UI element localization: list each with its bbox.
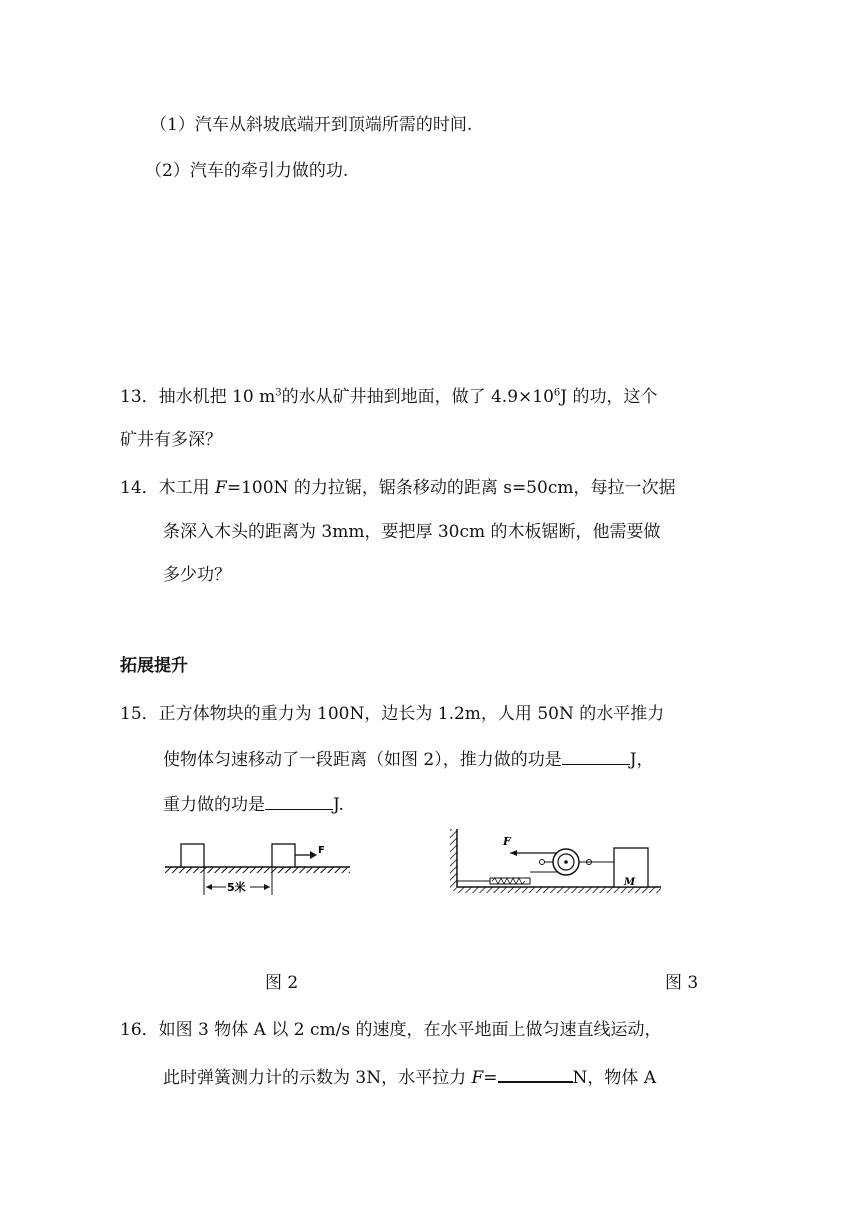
q15-answer-blank-2[interactable] xyxy=(265,795,333,810)
q16-line1 xyxy=(120,1022,661,1039)
q14-text-a: 木工用 xyxy=(158,478,216,498)
q14-line2: 条深入木头的距离为 3mm，要把厚 30cm 的木板锯断，他需要做 xyxy=(163,522,661,542)
q16-answer-blank[interactable] xyxy=(498,1067,573,1083)
dim-arrow-left xyxy=(206,884,212,890)
q15-text-3b: J. xyxy=(333,795,344,815)
q15-answer-blank-1[interactable] xyxy=(562,750,630,765)
pulley-axle xyxy=(564,860,568,864)
block-start xyxy=(181,844,204,867)
q14-number: 14． xyxy=(120,478,159,498)
q13-text-b: 的水从矿井抽到地面，做了 4.9×10 xyxy=(281,387,554,407)
q15-text-2a: 使物体匀速移动了一段距离（如图 2），推力做的功是 xyxy=(163,750,562,770)
wall-hatch xyxy=(450,829,457,891)
force-label: F xyxy=(318,845,325,856)
dim-arrow-right xyxy=(264,884,270,890)
q13-text-c: J 的功，这个 xyxy=(560,387,658,407)
q13-superscript-3: 3 xyxy=(275,387,282,399)
q15-line2 xyxy=(163,750,654,769)
q13-line1 xyxy=(120,389,658,406)
q16-text-1: 如图 3 物体 A 以 2 cm/s 的速度，在水平地面上做匀速直线运动， xyxy=(158,1020,662,1040)
distance-label: 5米 xyxy=(227,881,246,894)
section-title: 拓展提升 xyxy=(120,656,188,676)
q15-number: 15． xyxy=(120,704,159,724)
q14-line3: 多少功？ xyxy=(163,565,231,585)
q15-text-1: 正方体物块的重力为 100N，边长为 1.2m，人用 50N 的水平推力 xyxy=(158,704,665,724)
hook-left-eye xyxy=(540,860,545,865)
q15-text-2b: J， xyxy=(629,750,654,770)
q16-text-2b: = xyxy=(483,1068,498,1088)
ground-hatch xyxy=(165,867,350,873)
q15-line3 xyxy=(163,795,344,814)
mass-label: M xyxy=(624,877,636,888)
block-end xyxy=(272,844,295,867)
force-arrowhead xyxy=(510,850,517,856)
q14-line1 xyxy=(120,480,675,497)
figure-2-diagram xyxy=(160,835,360,905)
q14-text-b: =100N 的力拉锯，锯条移动的距离 s=50cm，每拉一次据 xyxy=(226,478,676,498)
q14-force-symbol: F xyxy=(215,478,227,498)
q13-superscript-6: 6 xyxy=(553,387,561,399)
q16-text-2c: N，物体 A xyxy=(572,1068,657,1088)
q13-line2: 矿井有多深？ xyxy=(120,430,222,450)
figure-3-caption: 图 3 xyxy=(665,973,699,993)
spring-scale xyxy=(490,878,530,884)
q12-part2: （2）汽车的牵引力做的功. xyxy=(145,161,349,181)
q16-force-symbol: F xyxy=(471,1068,484,1088)
q16-text-2a: 此时弹簧测力计的示数为 3N，水平拉力 xyxy=(163,1068,472,1088)
figure-3-diagram xyxy=(448,825,668,900)
force-arrowhead xyxy=(310,851,317,859)
q13-number: 13． xyxy=(120,387,159,407)
q12-part1: （1）汽车从斜坡底端开到顶端所需的时间. xyxy=(150,115,473,135)
q16-line2 xyxy=(163,1067,656,1087)
q15-text-3a: 重力做的功是 xyxy=(163,795,265,815)
q15-line1 xyxy=(120,706,664,723)
figure-2-caption: 图 2 xyxy=(265,973,299,993)
force-label: F xyxy=(503,835,511,848)
q16-number: 16． xyxy=(120,1020,159,1040)
q13-text-a: 抽水机把 10 m xyxy=(158,387,276,407)
